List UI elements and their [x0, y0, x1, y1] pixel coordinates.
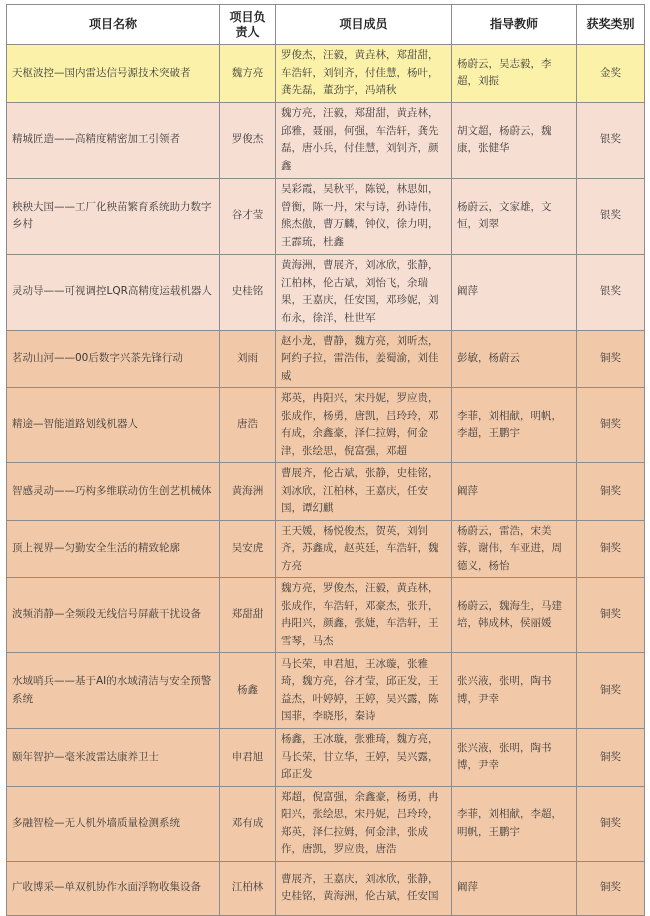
project-members-cell: 吴彩霞，吴秋平，陈锐，林思如，曾衡，陈一丹，宋与诗，孙诗伟，熊杰傲，曹万麟，钟仪，徐力明，王霹琉，杜鑫 — [276, 178, 452, 254]
table-row — [7, 254, 645, 330]
advisor-cell: 李菲，刘相献，李超，明帆，王鹏宇 — [452, 786, 577, 861]
header-project-name: 项目名称 — [7, 5, 220, 45]
advisor-cell: 张兴液，张明，陶书博，尹幸 — [452, 653, 577, 729]
advisor-cell: 杨蔚云，魏海生，马建培，韩成林，侯丽媛 — [452, 578, 577, 653]
project-name-cell: 广收博采—单双机协作水面浮物收集设备 — [7, 861, 220, 915]
project-leader-cell: 吴安虎 — [220, 520, 276, 578]
project-name-cell: 天枢波控—国内雷达信号源技术突破者 — [7, 45, 220, 103]
advisor-cell: 杨蔚云，吴志毅，李超，刘振 — [452, 45, 577, 103]
project-leader-cell: 唐浩 — [220, 388, 276, 463]
advisor-cell: 杨蔚云，文家雄，文恒，刘翠 — [452, 178, 577, 254]
project-leader-cell: 申君旭 — [220, 729, 276, 787]
project-members-cell: 赵小龙，曹静，魏方亮，刘昕杰，阿约子拉，雷浩伟，姜蜀渝，刘佳威 — [276, 330, 452, 388]
project-members-cell: 黄海洲，曹展齐，刘冰欣，张静，江柏林，伦古斌，刘怡飞，余瑞果，王嘉庆，任安国，邓珍妮，刘布永，徐洋，杜世军 — [276, 254, 452, 330]
table-row — [7, 786, 645, 861]
project-name-cell: 多融智检—无人机外墙质量检测系统 — [7, 786, 220, 861]
award-category-cell: 铜奖 — [577, 653, 645, 729]
project-leader-cell: 谷才莹 — [220, 178, 276, 254]
award-category-cell: 铜奖 — [577, 520, 645, 578]
table-row — [7, 330, 645, 388]
table-row — [7, 178, 645, 254]
project-leader-cell: 史桂铭 — [220, 254, 276, 330]
award-category-cell: 铜奖 — [577, 729, 645, 787]
project-name-cell: 波频消静—全频段无线信号屏蔽干扰设备 — [7, 578, 220, 653]
project-members-cell: 曹展齐，伦古斌，张静，史桂铭，刘冰欣，江柏林，王嘉庆，任安国，谭幻麒 — [276, 463, 452, 521]
project-leader-cell: 郑甜甜 — [220, 578, 276, 653]
award-category-cell: 铜奖 — [577, 463, 645, 521]
header-project-leader: 项目负责人 — [220, 5, 276, 45]
project-name-cell: 灵动导——可视调控LQR高精度运载机器人 — [7, 254, 220, 330]
advisor-cell: 杨蔚云，雷浩，宋美蓉，谢伟，车亚进，周德义，杨怡 — [452, 520, 577, 578]
table-row — [7, 520, 645, 578]
table-body — [7, 45, 645, 916]
project-name-cell: 精途—智能道路划线机器人 — [7, 388, 220, 463]
project-leader-cell: 刘雨 — [220, 330, 276, 388]
table-row — [7, 729, 645, 787]
project-leader-cell: 邓有成 — [220, 786, 276, 861]
project-leader-cell: 杨鑫 — [220, 653, 276, 729]
award-category-cell: 银奖 — [577, 254, 645, 330]
award-category-cell: 金奖 — [577, 45, 645, 103]
table-row — [7, 861, 645, 915]
table-row — [7, 653, 645, 729]
table-row — [7, 578, 645, 653]
award-category-cell: 银奖 — [577, 178, 645, 254]
advisor-cell: 阚萍 — [452, 861, 577, 915]
advisor-cell: 彭敏，杨蔚云 — [452, 330, 577, 388]
header-advisor: 指导教师 — [452, 5, 577, 45]
project-leader-cell: 黄海洲 — [220, 463, 276, 521]
award-category-cell: 铜奖 — [577, 786, 645, 861]
awards-table-container — [6, 4, 644, 916]
project-name-cell: 智感灵动——巧构多维联动仿生创艺机械体 — [7, 463, 220, 521]
advisor-cell: 阚萍 — [452, 254, 577, 330]
header-project-members: 项目成员 — [276, 5, 452, 45]
header-award-category: 获奖类别 — [577, 5, 645, 45]
project-members-cell: 郑英，冉阳兴，宋丹妮，罗应贵，张成作，杨勇，唐凯，吕玲玲，邓有成，余鑫豪，泽仁拉姆，何金津，张绘思，倪富强，邓超 — [276, 388, 452, 463]
award-category-cell: 铜奖 — [577, 861, 645, 915]
project-name-cell: 茗动山河——00后数字兴茶先锋行动 — [7, 330, 220, 388]
award-category-cell: 铜奖 — [577, 388, 645, 463]
awards-table — [6, 4, 645, 916]
project-members-cell: 马长荣，申君旭，王冰璇，张雅琦，魏方亮，谷才莹，邱正发，王益杰，叶婷婷，王婷，吴兴露，陈国菲，李晓彤，秦诗 — [276, 653, 452, 729]
advisor-cell: 胡文超，杨蔚云，魏康，张健华 — [452, 102, 577, 178]
advisor-cell: 张兴液，张明，陶书博，尹幸 — [452, 729, 577, 787]
project-members-cell: 罗俊杰，汪毅，黄垚林，郑甜甜，车浩轩，刘钊齐，付佳慧，杨叶，龚先磊，董劲宇，冯靖秋 — [276, 45, 452, 103]
project-name-cell: 顶上视界—匀勤安全生活的精致轮廓 — [7, 520, 220, 578]
project-members-cell: 杨鑫，王冰璇，张雅琦，魏方亮，马长荣，甘立华，王婷，吴兴露，邱正发 — [276, 729, 452, 787]
project-members-cell: 郑超，倪富强，余鑫豪，杨勇，冉阳兴，张绘思，宋丹妮，吕玲玲，郑英，泽仁拉姆，何金津，张成作，唐凯，罗应贵，唐浩 — [276, 786, 452, 861]
table-row — [7, 45, 645, 103]
project-members-cell: 曹展齐，王嘉庆，刘冰欣，张静，史桂铭，黄海洲，伦古斌，任安国 — [276, 861, 452, 915]
table-header — [7, 5, 645, 45]
project-leader-cell: 江柏林 — [220, 861, 276, 915]
project-members-cell: 魏方亮，汪毅，郑甜甜，黄垚林，邱雅，聂丽，何强，车浩轩，龚先磊，唐小兵，付佳慧，刘钊齐，颜鑫 — [276, 102, 452, 178]
project-leader-cell: 魏方亮 — [220, 45, 276, 103]
project-members-cell: 王天媛，杨悦俊杰，贺英，刘钊齐，苏鑫成，赵英廷，车浩轩，魏方亮 — [276, 520, 452, 578]
project-name-cell: 水域哨兵——基于AI的水域清洁与安全预警系统 — [7, 653, 220, 729]
advisor-cell: 李菲，刘相献，明帆，李超，王鹏宇 — [452, 388, 577, 463]
project-name-cell: 秧秧大国——工厂化秧苗繁育系统助力数字乡村 — [7, 178, 220, 254]
project-name-cell: 颐年智护—毫米波雷达康养卫士 — [7, 729, 220, 787]
award-category-cell: 铜奖 — [577, 330, 645, 388]
advisor-cell: 阚萍 — [452, 463, 577, 521]
project-members-cell: 魏方亮，罗俊杰，汪毅，黄垚林，张成作，车浩轩，邓豪杰，张升，冉阳兴，颜鑫，张婕，车浩轩，王雪琴，马杰 — [276, 578, 452, 653]
table-row — [7, 463, 645, 521]
award-category-cell: 银奖 — [577, 102, 645, 178]
project-leader-cell: 罗俊杰 — [220, 102, 276, 178]
award-category-cell: 铜奖 — [577, 578, 645, 653]
header-row — [7, 5, 645, 45]
table-row — [7, 102, 645, 178]
project-name-cell: 精城匠造——高精度精密加工引领者 — [7, 102, 220, 178]
table-row — [7, 388, 645, 463]
